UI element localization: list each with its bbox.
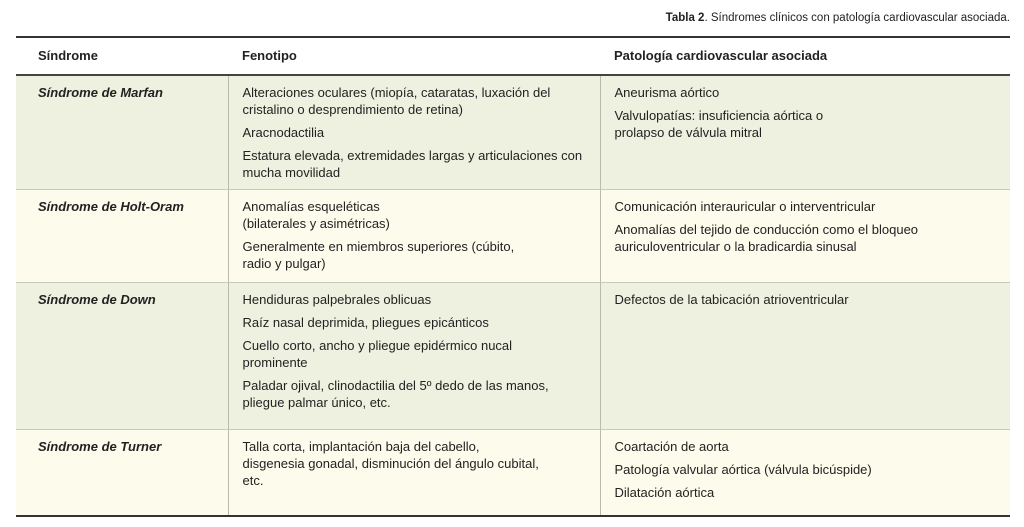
phenotype-item: Alteraciones oculares (miopía, cataratas, luxación del cristalino o desprendimiento de retina) bbox=[242, 85, 551, 117]
pathology-item: Dilatación aórtica bbox=[614, 485, 715, 500]
phenotype-item: Talla corta, implantación baja del cabello, disgenesia gonadal, disminución del ángulo cubital, etc. bbox=[242, 439, 539, 488]
caption-label: Tabla 2 bbox=[665, 12, 705, 24]
pathology-item: Aneurisma aórtico bbox=[614, 85, 720, 100]
table-row bbox=[16, 190, 1010, 283]
phenotype-item: Aracnodactilia bbox=[242, 125, 325, 140]
phenotype-item: Anomalías esqueléticas (bilaterales y asimétricas) bbox=[242, 199, 390, 231]
pathology-cell bbox=[600, 75, 1010, 190]
pathology-item: Coartación de aorta bbox=[614, 439, 729, 454]
phenotype-item: Generalmente en miembros superiores (cúbito, radio y pulgar) bbox=[242, 239, 515, 271]
phenotype-item: Paladar ojival, clinodactilia del 5º dedo de las manos, pliegue palmar único, etc. bbox=[242, 378, 549, 410]
phenotype-cell bbox=[228, 190, 600, 283]
pathology-cell bbox=[600, 430, 1010, 517]
phenotype-item: Estatura elevada, extremidades largas y articulaciones con mucha movilidad bbox=[242, 148, 583, 180]
header-phenotype: Fenotipo bbox=[228, 37, 600, 75]
table-row bbox=[16, 283, 1010, 430]
header-syndrome: Síndrome bbox=[16, 37, 228, 75]
pathology-cell bbox=[600, 283, 1010, 430]
pathology-cell bbox=[600, 190, 1010, 283]
header-row bbox=[16, 37, 1010, 75]
pathology-item: Comunicación interauricular o interventricular bbox=[614, 199, 876, 214]
pathology-item: Patología valvular aórtica (válvula bicúspide) bbox=[614, 462, 872, 477]
pathology-item: Anomalías del tejido de conducción como el bloqueo auriculoventricular o la bradicardia sinusal bbox=[614, 222, 919, 254]
syndrome-name: Síndrome de Marfan bbox=[16, 75, 228, 190]
syndrome-name: Síndrome de Down bbox=[16, 283, 228, 430]
pathology-item: Defectos de la tabicación atrioventricular bbox=[614, 292, 849, 307]
table-caption bbox=[666, 12, 1010, 24]
phenotype-item: Hendiduras palpebrales oblicuas bbox=[242, 292, 432, 307]
phenotype-cell bbox=[228, 283, 600, 430]
syndrome-name: Síndrome de Turner bbox=[16, 430, 228, 517]
phenotype-cell bbox=[228, 430, 600, 517]
table-row bbox=[16, 75, 1010, 190]
syndrome-name: Síndrome de Holt-Oram bbox=[16, 190, 228, 283]
caption-text: . Síndromes clínicos con patología cardiovascular asociada. bbox=[704, 12, 1010, 24]
syndromes-table bbox=[16, 36, 1010, 517]
table-row bbox=[16, 430, 1010, 517]
phenotype-cell bbox=[228, 75, 600, 190]
header-pathology: Patología cardiovascular asociada bbox=[600, 37, 1010, 75]
pathology-item: Valvulopatías: insuficiencia aórtica o prolapso de válvula mitral bbox=[614, 108, 824, 140]
phenotype-item: Raíz nasal deprimida, pliegues epicánticos bbox=[242, 315, 489, 330]
phenotype-item: Cuello corto, ancho y pliegue epidérmico nucal prominente bbox=[242, 338, 513, 370]
